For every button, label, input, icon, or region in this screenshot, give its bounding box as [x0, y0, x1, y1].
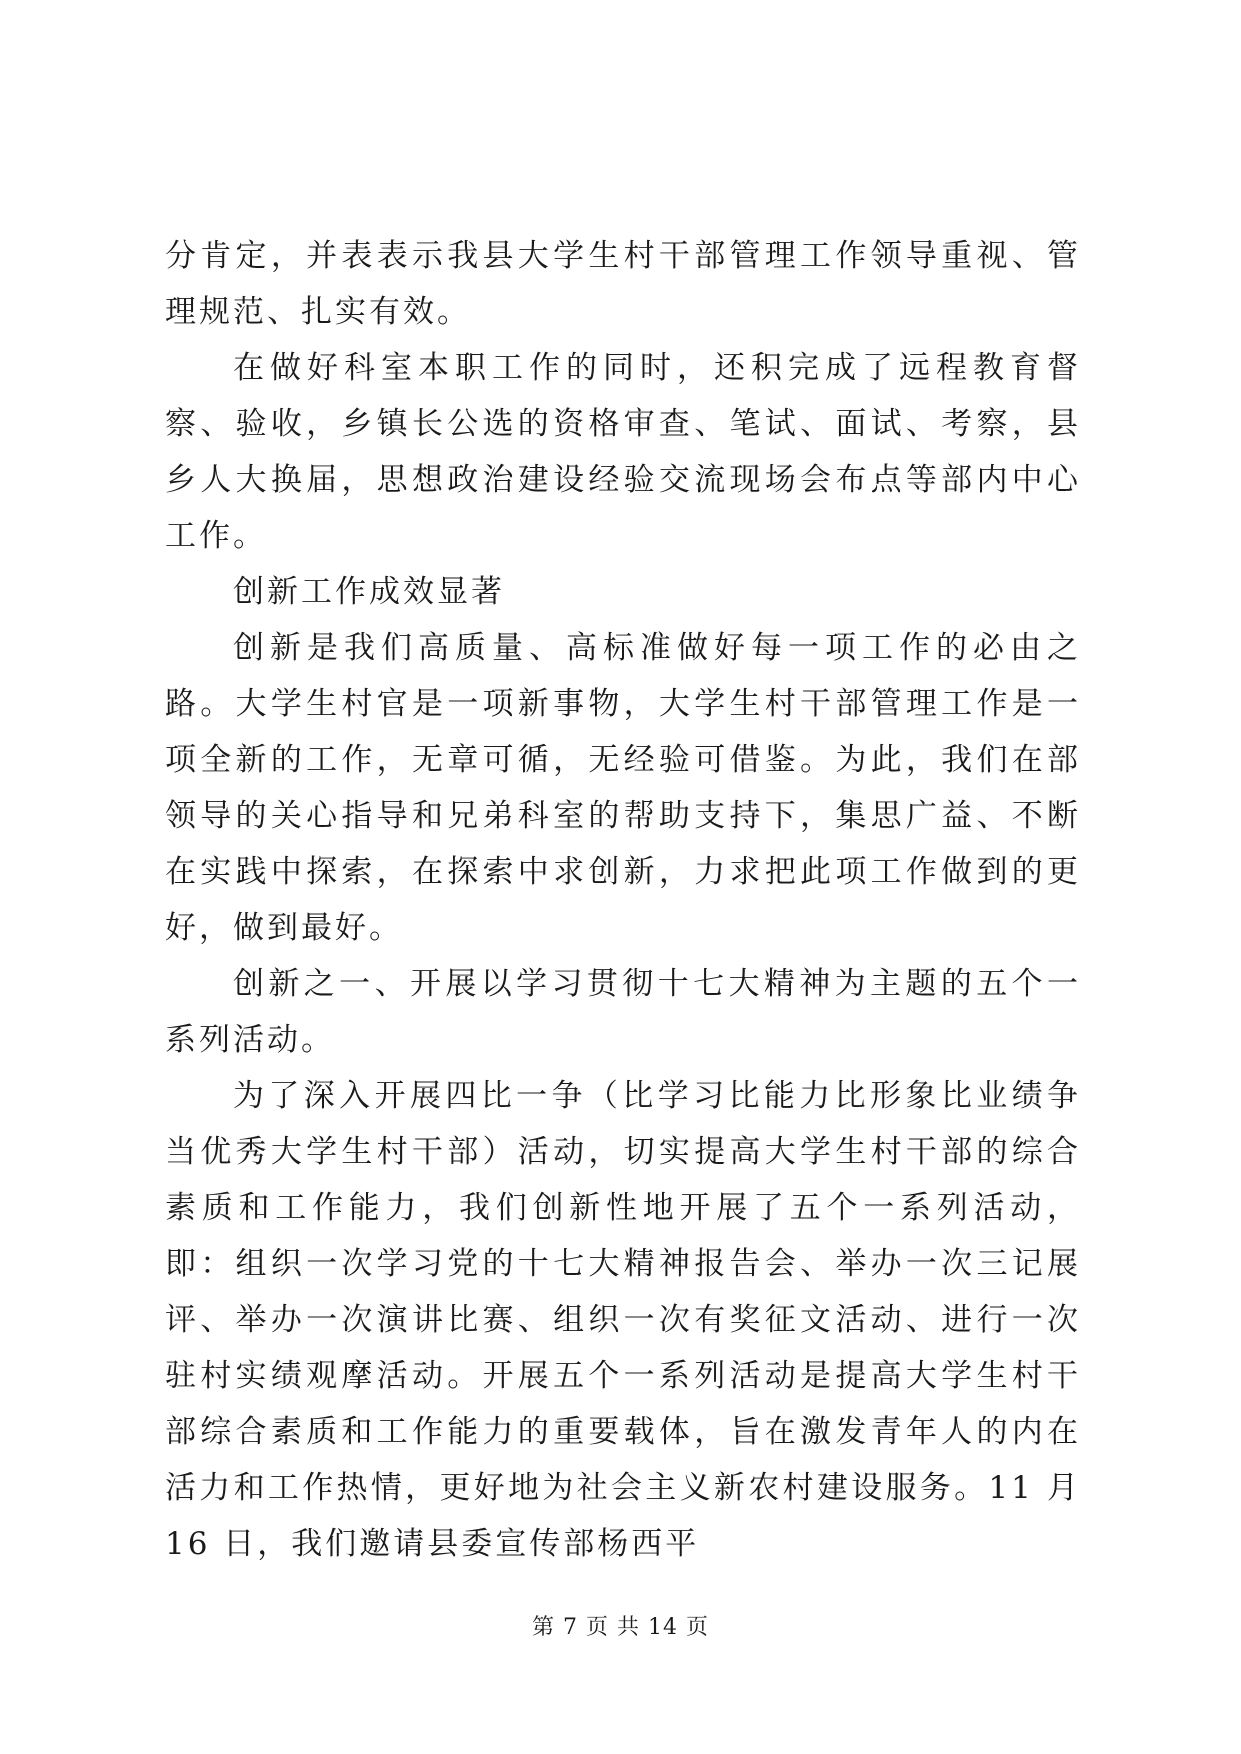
- paragraph-innovation-one: 创新之一、开展以学习贯彻十七大精神为主题的五个一系列活动。: [165, 966, 1081, 1058]
- page-number-footer: 第 7 页 共 14 页: [532, 1615, 709, 1640]
- document-body: [165, 228, 1081, 1572]
- section-heading-innovation: 创新工作成效显著: [233, 574, 505, 610]
- paragraph-innovation-intro: 创新是我们高质量、高标准做好每一项工作的必由之路。大学生村官是一项新事物，大学生村干部管理工作是一项全新的工作，无章可循，无经验可借鉴。为此，我们在部领导的关心指导和兄弟科室的帮助支持下，集思广益、不断在实践中探索，在探索中求创新，力求把此项工作做到的更好，做到最好。: [165, 630, 1081, 946]
- paragraph-five-activities: 为了深入开展四比一争（比学习比能力比形象比业绩争当优秀大学生村干部）活动，切实提高大学生村干部的综合素质和工作能力，我们创新性地开展了五个一系列活动，即：组织一次学习党的十七大精神报告会、举办一次三记展评、举办一次演讲比赛、组织一次有奖征文活动、进行一次驻村实绩观摩活动。开展五个一系列活动是提高大学生村干部综合素质和工作能力的重要载体，旨在激发青年人的内在活力和工作热情，更好地为社会主义新农村建设服务。11 月 16 日，我们邀请县委宣传部杨西平: [165, 1078, 1081, 1562]
- paragraph-concurrent-work: 在做好科室本职工作的同时，还积完成了远程教育督察、验收，乡镇长公选的资格审查、笔试、面试、考察，县乡人大换届，思想政治建设经验交流现场会布点等部内中心工作。: [165, 350, 1081, 554]
- paragraph-continuation: 分肯定，并表表示我县大学生村干部管理工作领导重视、管理规范、扎实有效。: [165, 238, 1081, 330]
